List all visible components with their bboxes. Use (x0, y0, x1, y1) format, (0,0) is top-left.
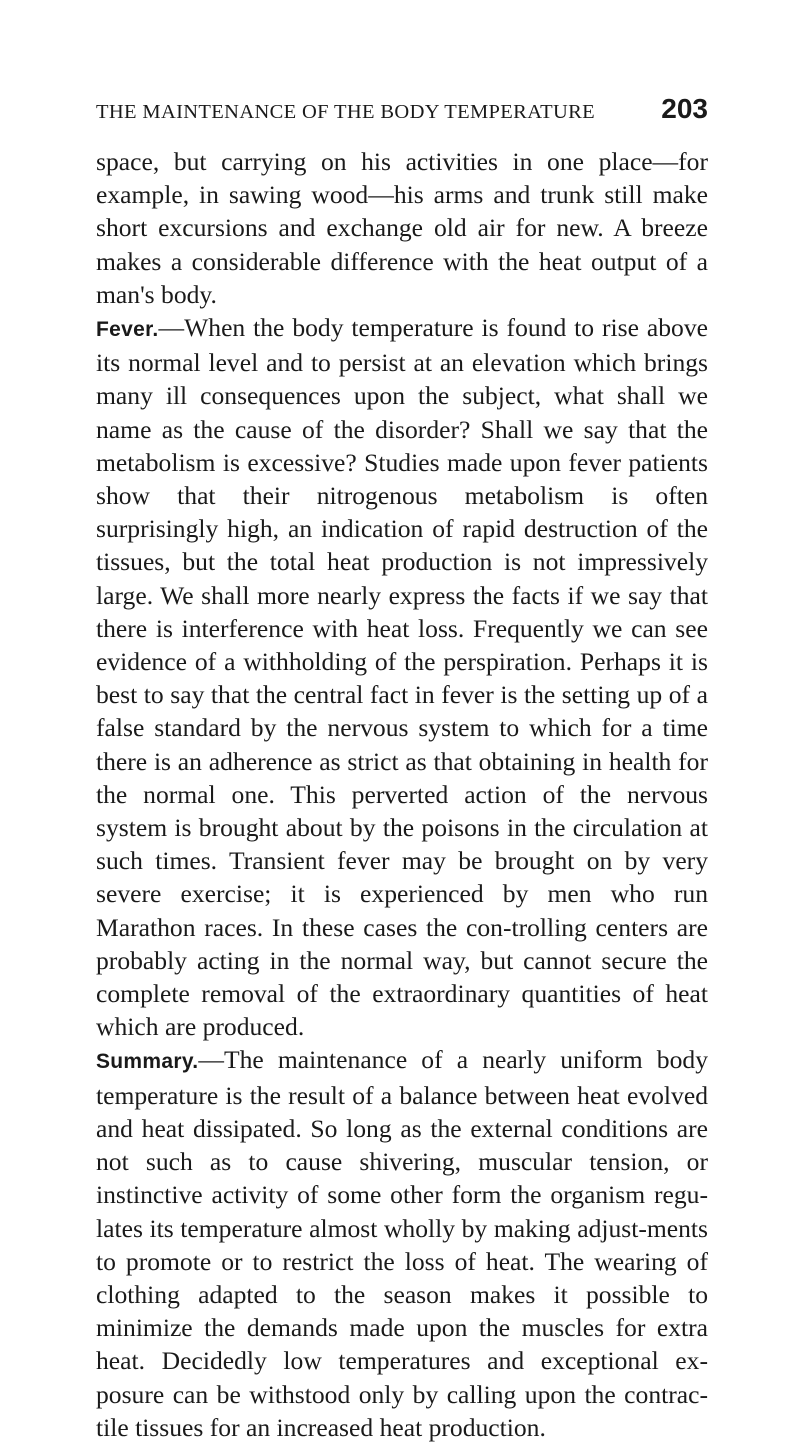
section-heading-fever: Fever. (96, 318, 159, 342)
paragraph-summary (96, 1043, 708, 1443)
paragraph-text: space, but carrying on his activities in one place—for example, in sawing wood—his arms and trunk still make short excursions and exchange old air for new. A breeze makes a considerable difference with the heat output of a man's body. (96, 147, 708, 309)
paragraph-text: —When the body temperature is found to rise above its normal level and to persist at an elevation which brings many ill consequences upon the subject, what shall we name as the cause of the disorder? Shall we say that the metabolism is excessive? Studies made upon fever patients show that their nitrogenous metabolism is often surprisingly high, an indication of rapid destruction of the tissues, but the total heat production is not impressively large. We shall more nearly express the facts if we say that there is interference with heat loss. Frequently we can see evidence of a withholding of the perspiration. Perhaps it is best to say that the central fact in fever is the setting up of a false standard by the nervous system to which for a time there is an adherence as strict as that obtaining in health for the normal one. This perverted action of the nervous system is brought about by the poisons in the circulation at such times. Transient fever may be brought on by very severe exercise; it is experienced by men who run Marathon races. In these cases the con-trolling centers are probably acting in the normal way, but cannot secure the complete removal of the extraordinary quantities of heat which are produced. (96, 313, 708, 1042)
paragraph-continuation (96, 145, 708, 311)
running-head (96, 93, 708, 125)
section-heading-summary: Summary. (96, 1050, 199, 1074)
body-text (96, 145, 708, 1444)
paragraph-fever (96, 311, 708, 1043)
paragraph-text: —The maintenance of a nearly uniform body temperature is the result of a balance between heat evolved and heat dissipated. So long as the external conditions are not such as to cause shivering, muscular tension, or instinctive activity of some other form the organism regu-lates its temperature almost wholly by making adjust-ments to promote or to restrict the loss of heat. The wearing of clothing adapted to the season makes it possible to minimize the demands made upon the muscles for extra heat. Decidedly low temperatures and exceptional ex-posure can be withstood only by calling upon the contrac-tile tissues for an increased heat production. (96, 1045, 708, 1442)
page-number: 203 (661, 93, 708, 124)
running-title: THE MAINTENANCE OF THE BODY TEMPERATURE (96, 101, 596, 123)
